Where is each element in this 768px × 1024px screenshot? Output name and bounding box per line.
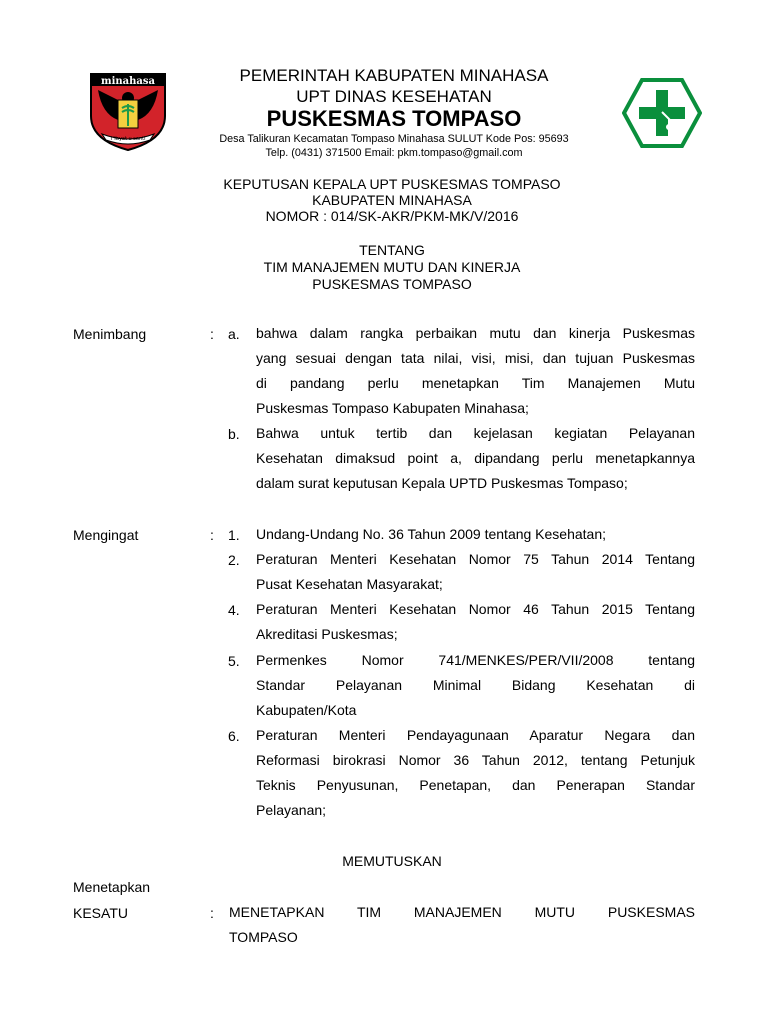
text-line: dalam surat keputusan Kepala UPTD Puskesmas Tompaso; — [256, 475, 628, 491]
text-line: Puskesmas Tompaso Kabupaten Minahasa; — [256, 400, 529, 416]
mengingat-4-text — [256, 597, 695, 647]
text-line: Akreditasi Puskesmas; — [256, 626, 398, 642]
text-line: Pusat Kesehatan Masyarakat; — [256, 576, 443, 592]
text-line: Teknis Penyusunan, Penetapan, dan Penerapan Standar — [256, 777, 695, 793]
kesatu-colon: : — [210, 905, 214, 921]
menimbang-label: Menimbang — [73, 326, 147, 342]
text-line: Undang-Undang No. 36 Tahun 2009 tentang Kesehatan; — [256, 526, 607, 542]
mengingat-2-text — [256, 547, 695, 597]
text-line: Kabupaten/Kota — [256, 702, 357, 718]
address: Desa Talikuran Kecamatan Tompaso Minahasa SULUT Kode Pos: 95693 — [219, 133, 569, 145]
text-line: Peraturan Menteri Kesehatan Nomor 46 Tahun 2015 Tentang — [256, 601, 695, 617]
text-line: Kesehatan dimaksud point a, dipandang perlu menetapkannya — [256, 450, 695, 466]
mengingat-1-text — [256, 522, 695, 547]
mengingat-4-marker: 4. — [228, 602, 240, 618]
mengingat-5-marker: 5. — [228, 653, 240, 669]
mengingat-2-marker: 2. — [228, 552, 240, 568]
mengingat-5-text — [256, 648, 695, 723]
decree-regency: KABUPATEN MINAHASA — [312, 192, 472, 208]
memutuskan-heading: MEMUTUSKAN — [342, 853, 442, 869]
mengingat-6-text — [256, 723, 695, 823]
kesatu-text — [229, 900, 695, 950]
svg-text:minahasa: minahasa — [101, 76, 155, 87]
department-name: UPT DINAS KESEHATAN — [296, 87, 492, 106]
svg-text:I Yayat u santi: I Yayat u santi — [110, 136, 146, 142]
contact-info: Telp. (0431) 371500 Email: pkm.tompaso@gmail.com — [265, 147, 523, 159]
decree-subject-line1: TIM MANAJEMEN MUTU DAN KINERJA — [263, 259, 521, 275]
text-line: Peraturan Menteri Kesehatan Nomor 75 Tahun 2014 Tentang — [256, 551, 695, 567]
text-line: Pelayanan; — [256, 802, 327, 818]
menetapkan-label: Menetapkan — [73, 879, 151, 895]
mengingat-6-marker: 6. — [228, 728, 240, 744]
text-line: Bahwa untuk tertib dan kejelasan kegiatan Pelayanan — [256, 425, 695, 441]
mengingat-1-marker: 1. — [228, 527, 240, 543]
kesatu-label: KESATU — [73, 905, 128, 921]
text-line: Reformasi birokrasi Nomor 36 Tahun 2012, tentang Petunjuk — [256, 752, 695, 768]
menimbang-b-text — [256, 421, 695, 496]
menimbang-a-text — [256, 321, 695, 421]
text-line: yang sesuai dengan tata nilai, visi, misi, dan tujuan Puskesmas — [256, 350, 695, 366]
menimbang-a-marker: a. — [228, 326, 240, 342]
text-line: Peraturan Menteri Pendayagunaan Aparatur Negara dan — [256, 727, 695, 743]
menimbang-b-marker: b. — [228, 426, 240, 442]
text-line: di pandang perlu menetapkan Tim Manajemen Mutu — [256, 375, 695, 391]
government-name: PEMERINTAH KABUPATEN MINAHASA — [239, 66, 549, 85]
mengingat-colon: : — [210, 527, 214, 543]
decree-about: TENTANG — [359, 242, 425, 258]
puskesmas-name: PUSKESMAS TOMPASO — [266, 106, 522, 131]
text-line: MENETAPKAN TIM MANAJEMEN MUTU PUSKESMAS — [229, 904, 695, 920]
decree-number: NOMOR : 014/SK-AKR/PKM-MK/V/2016 — [265, 208, 519, 224]
decree-title: KEPUTUSAN KEPALA UPT PUSKESMAS TOMPASO — [223, 176, 561, 192]
text-line: bahwa dalam rangka perbaikan mutu dan kinerja Puskesmas — [256, 325, 695, 341]
text-line: Standar Pelayanan Minimal Bidang Kesehatan di — [256, 677, 695, 693]
menimbang-colon: : — [210, 326, 214, 342]
text-line: Permenkes Nomor 741/MENKES/PER/VII/2008 tentang — [256, 652, 695, 668]
mengingat-label: Mengingat — [73, 527, 139, 543]
text-line: TOMPASO — [229, 929, 298, 945]
decree-subject-line2: PUSKESMAS TOMPASO — [312, 276, 472, 292]
